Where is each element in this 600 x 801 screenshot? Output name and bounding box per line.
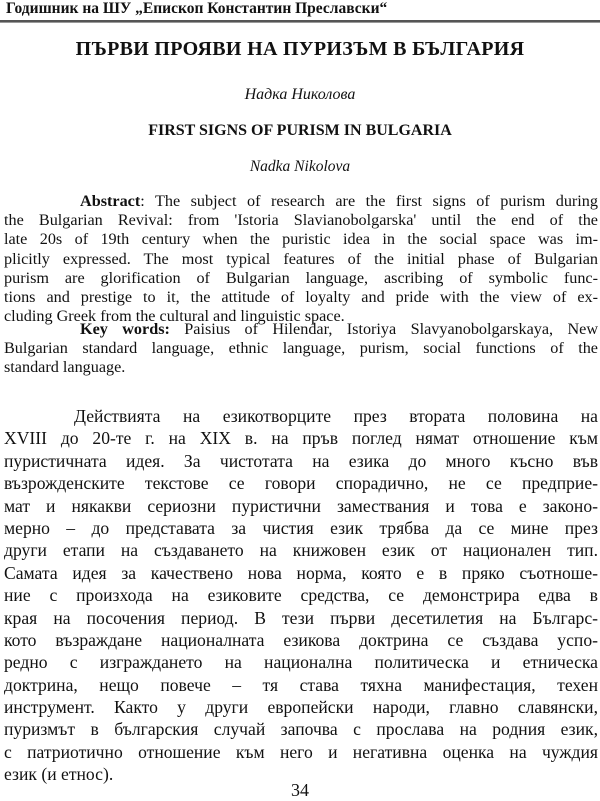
body-paragraph <box>4 405 598 786</box>
body-line: кото възраждане националната езикова доктрина се създава успо- <box>4 629 598 650</box>
abstract-line: purism are glorification of Bulgarian language, ascribing of symbolic func- <box>4 268 598 287</box>
body-line: възрожденските текстове се говори спорадично, не се предприе- <box>4 473 598 494</box>
page-number: 34 <box>291 780 309 800</box>
paper-title-en: FIRST SIGNS OF PURISM IN BULGARIA <box>148 122 452 139</box>
abstract-line: Abstract: The subject of research are the first signs of purism during <box>80 192 598 210</box>
author-name-bg: Надка Николова <box>244 86 356 103</box>
body-line: други етапи на създаването на книжовен език от национален тип. <box>4 540 598 561</box>
abstract-label: Abstract <box>80 192 141 210</box>
abstract <box>4 192 598 326</box>
body-line: Самата идея за качествено нова норма, която е в пряко съотноше- <box>4 562 598 583</box>
body-line: пуризмът в българския случай започва с прослава на родния език, <box>4 719 598 740</box>
body-line: доктрина, нещо повече – тя става тяхна манифестация, техен <box>4 674 598 695</box>
keywords-line: standard language. <box>4 358 126 377</box>
header-rule <box>0 20 600 23</box>
abstract-line: cluding Greek from the cultural and linguistic space. <box>4 307 345 326</box>
body-line: език (и етнос). <box>4 764 114 785</box>
body-line: мерно – до представата за чистия език трябва да се мине през <box>4 517 598 538</box>
paper-title-bg: ПЪРВИ ПРОЯВИ НА ПУРИЗЪМ В БЪЛГАРИЯ <box>75 38 525 60</box>
running-header: Годишник на ШУ „Епископ Константин Преславски“ <box>6 0 388 17</box>
keywords-line: Bulgarian standard language, ethnic language, purism, social functions of the <box>4 339 598 358</box>
abstract-line: late 20s of 19th century when the puristic idea in the social space was im- <box>4 230 598 249</box>
body-line: края на посочения период. В тези първи десетилетия на Българс- <box>4 607 598 628</box>
body-line: XVIII до 20-те г. на XIX в. на пръв поглед нямат отношение към <box>4 428 598 449</box>
keywords-label: Key words: <box>80 320 170 338</box>
keywords-line: Key words: Paisius of Hilendar, Istoriya Slavyanobolgarskaya, New <box>80 320 599 338</box>
body-line: с патриотично отношение към него и негативна оценка на чуждия <box>4 741 598 762</box>
abstract-line: plicitly expressed. The most typical features of the initial phase of Bulgarian <box>4 249 598 268</box>
body-line: инструмент. Както у други европейски народи, главно славянски, <box>4 697 598 718</box>
abstract-line: tions and prestige to it, the attitude of loyalty and pride with the view of ex- <box>4 287 598 306</box>
body-line: мат и някакви сериозни пуристични замествания и това е законо- <box>4 495 598 516</box>
body-line: пуристичната идея. За чистотата на езика до много късно във <box>4 450 598 471</box>
keywords <box>4 320 598 378</box>
body-line: ние с произхода на езиковите средства, се демонстрира едва в <box>4 585 598 606</box>
body-line: редно с изграждането на национална политическа и етническа <box>4 652 598 673</box>
abstract-line: the Bulgarian Revival: from 'Istoria Slavianobolgarska' until the end of the <box>4 211 598 230</box>
body-line: Действията на езикотворците през втората половина на <box>74 406 598 426</box>
author-name-en: Nadka Nikolova <box>249 158 351 175</box>
